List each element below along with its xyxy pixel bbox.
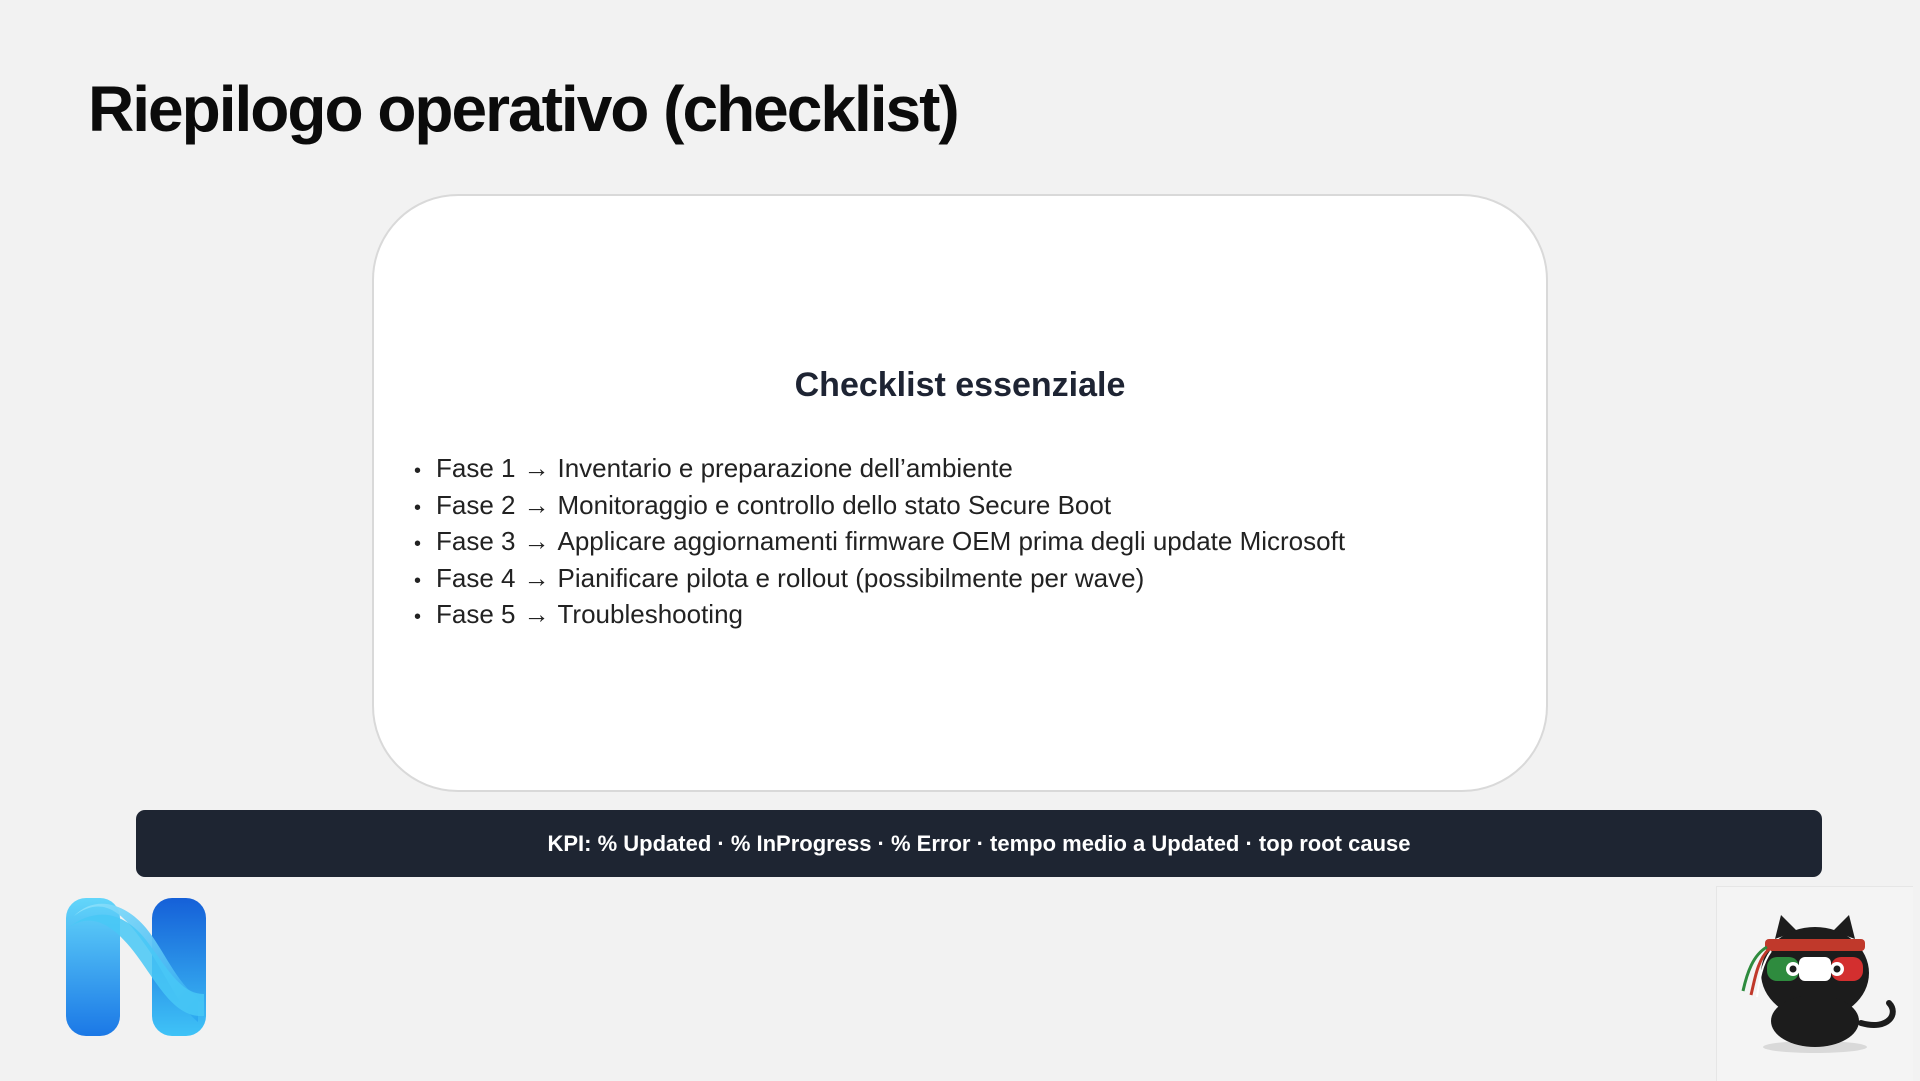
bullet-icon: • bbox=[414, 460, 422, 482]
phase-label: Fase 2 bbox=[436, 489, 516, 520]
checklist bbox=[414, 452, 1345, 635]
arrow-right-icon: → bbox=[523, 562, 550, 593]
arrow-right-icon: → bbox=[523, 599, 550, 629]
bullet-icon: • bbox=[414, 569, 422, 592]
kpi-bar bbox=[136, 810, 1822, 877]
arrow-right-icon: → bbox=[523, 453, 550, 483]
ninja-cat-mascot-icon bbox=[1729, 895, 1905, 1055]
bullet-icon: • bbox=[414, 533, 422, 555]
checklist-item-3 bbox=[414, 525, 1345, 562]
phase-description: Monitoraggio e controllo dello stato Secure Boot bbox=[557, 489, 1112, 520]
card-title: Checklist essenziale bbox=[794, 366, 1126, 404]
phase-label: Fase 3 bbox=[436, 526, 516, 556]
mascot-frame bbox=[1716, 886, 1913, 1081]
checklist-item-4 bbox=[414, 562, 1345, 599]
bullet-icon: • bbox=[414, 496, 422, 519]
kpi-text: KPI: % Updated · % InProgress · % Error · tempo medio a Updated · top root cause bbox=[547, 830, 1411, 856]
checklist-item-2 bbox=[414, 489, 1345, 526]
slide-title: Riepilogo operativo (checklist) bbox=[88, 73, 958, 145]
phase-description: Pianificare pilota e rollout (possibilmente per wave) bbox=[557, 562, 1145, 593]
phase-description: Inventario e preparazione dell’ambiente bbox=[557, 453, 1013, 483]
phase-description: Troubleshooting bbox=[557, 599, 743, 629]
brand-n-logo-icon bbox=[66, 898, 206, 1036]
checklist-item-5 bbox=[414, 598, 1345, 635]
arrow-right-icon: → bbox=[523, 526, 550, 556]
bullet-icon: • bbox=[414, 606, 422, 628]
arrow-right-icon: → bbox=[523, 489, 550, 520]
checklist-card bbox=[372, 194, 1548, 792]
phase-description: Applicare aggiornamenti firmware OEM prima degli update Microsoft bbox=[557, 526, 1346, 556]
phase-label: Fase 1 bbox=[436, 453, 516, 483]
checklist-item-1 bbox=[414, 452, 1345, 489]
phase-label: Fase 5 bbox=[436, 599, 516, 629]
phase-label: Fase 4 bbox=[436, 562, 516, 593]
